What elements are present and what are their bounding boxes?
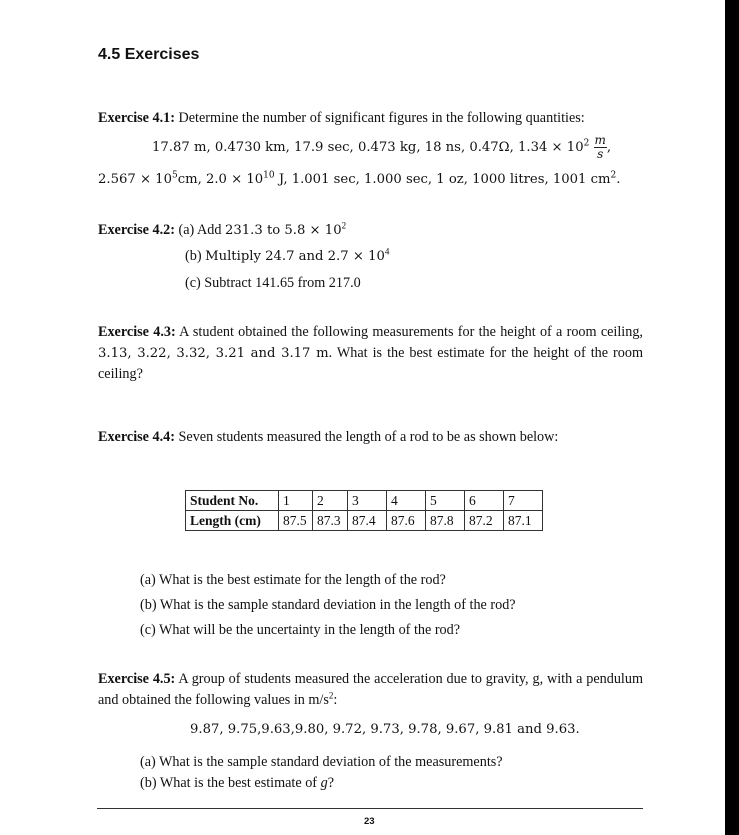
exercise-4-1-intro: [98, 108, 585, 129]
student-cell: 2: [313, 491, 348, 511]
exercise-4-1-quantities-line2: $2.567 \times 10^5cm$, $2.0 \times 10^{10}$ J, 1.001 sec, 1.000 sec, 1 oz, 1000 litres, 1001 $cm^2$.: [98, 170, 621, 187]
table-header-cell: Length (cm): [186, 511, 279, 531]
student-cell: 1: [279, 491, 313, 511]
exercise-4-5-label: Exercise 4.5:: [98, 671, 176, 687]
student-cell: 5: [426, 491, 465, 511]
exercise-4-4-question-c: (c) What will be the uncertainty in the length of the rod?: [140, 622, 461, 638]
table-header-cell: Student No.: [186, 491, 279, 511]
table-row: [186, 511, 543, 531]
section-title: 4.5 Exercises: [98, 46, 200, 63]
exercise-4-1-quantities-line1: 17.87 m, 0.4730 km, 17.9 sec, 0.473 kg, 18 ns, 0.47Ω, $1.34 \times 10^2$ $\frac{m}{s}$ ,: [152, 133, 612, 161]
length-cell: 87.1: [504, 511, 543, 531]
student-cell: 3: [348, 491, 387, 511]
length-cell: 87.6: [387, 511, 426, 531]
rod-length-table: [185, 490, 543, 531]
gravity-values: 9.87, 9.75,9.63,9.80, 9.72, 9.73, 9.78, 9.67, 9.81 and 9.63.: [190, 722, 580, 737]
length-cell: 87.5: [279, 511, 313, 531]
length-cell: 87.4: [348, 511, 387, 531]
exercise-4-2-part-b: (b) Multiply 24.7 and $2.7 \times 10^4$: [185, 246, 390, 264]
exercise-4-1-label: Exercise 4.1:: [98, 110, 175, 126]
length-cell: 87.8: [426, 511, 465, 531]
student-cell: 4: [387, 491, 426, 511]
exercise-4-4-question-b: (b) What is the sample standard deviation in the length of the rod?: [140, 597, 516, 613]
exercise-4-3: Exercise 4.3: A student obtained the following measurements for the height of a room ceiling, 3.13, 3.22, 3.32, 3.21 and 3.17 m. What is the best estimate for the height of the room ceiling?: [98, 324, 644, 382]
footer-divider: [97, 808, 643, 809]
table-row: [186, 491, 543, 511]
length-cell: 87.2: [465, 511, 504, 531]
page-number: 23: [364, 816, 375, 827]
exercise-4-5-intro: Exercise 4.5: A group of students measured the acceleration due to gravity, g, with a pendulum and obtained the following values in $m/s^2$:: [98, 671, 643, 708]
exercise-4-1-text: Determine the number of significant figures in the following quantities:: [174, 110, 585, 126]
exercise-4-2-label: Exercise 4.2:: [98, 222, 175, 238]
exercise-4-4-intro: Exercise 4.4: Seven students measured the length of a rod to be as shown below:: [98, 429, 559, 445]
exercise-4-2-part-a: Exercise 4.2: (a) Add 231.3 to $5.8 \times 10^2$: [98, 220, 347, 238]
exercise-4-4-label: Exercise 4.4:: [98, 429, 175, 445]
exercise-4-5-question-b: (b) What is the best estimate of g?: [140, 775, 334, 791]
exercise-4-3-label: Exercise 4.3:: [98, 324, 176, 340]
exercise-4-2-part-c: (c) Subtract 141.65 from 217.0: [185, 275, 361, 291]
student-cell: 6: [465, 491, 504, 511]
student-cell: 7: [504, 491, 543, 511]
meters-per-second-fraction: $\frac{m}{s}$: [594, 133, 606, 161]
exercise-4-5-question-a: (a) What is the sample standard deviation of the measurements?: [140, 754, 503, 770]
length-cell: 87.3: [313, 511, 348, 531]
exercise-4-4-question-a: (a) What is the best estimate for the length of the rod?: [140, 572, 446, 588]
